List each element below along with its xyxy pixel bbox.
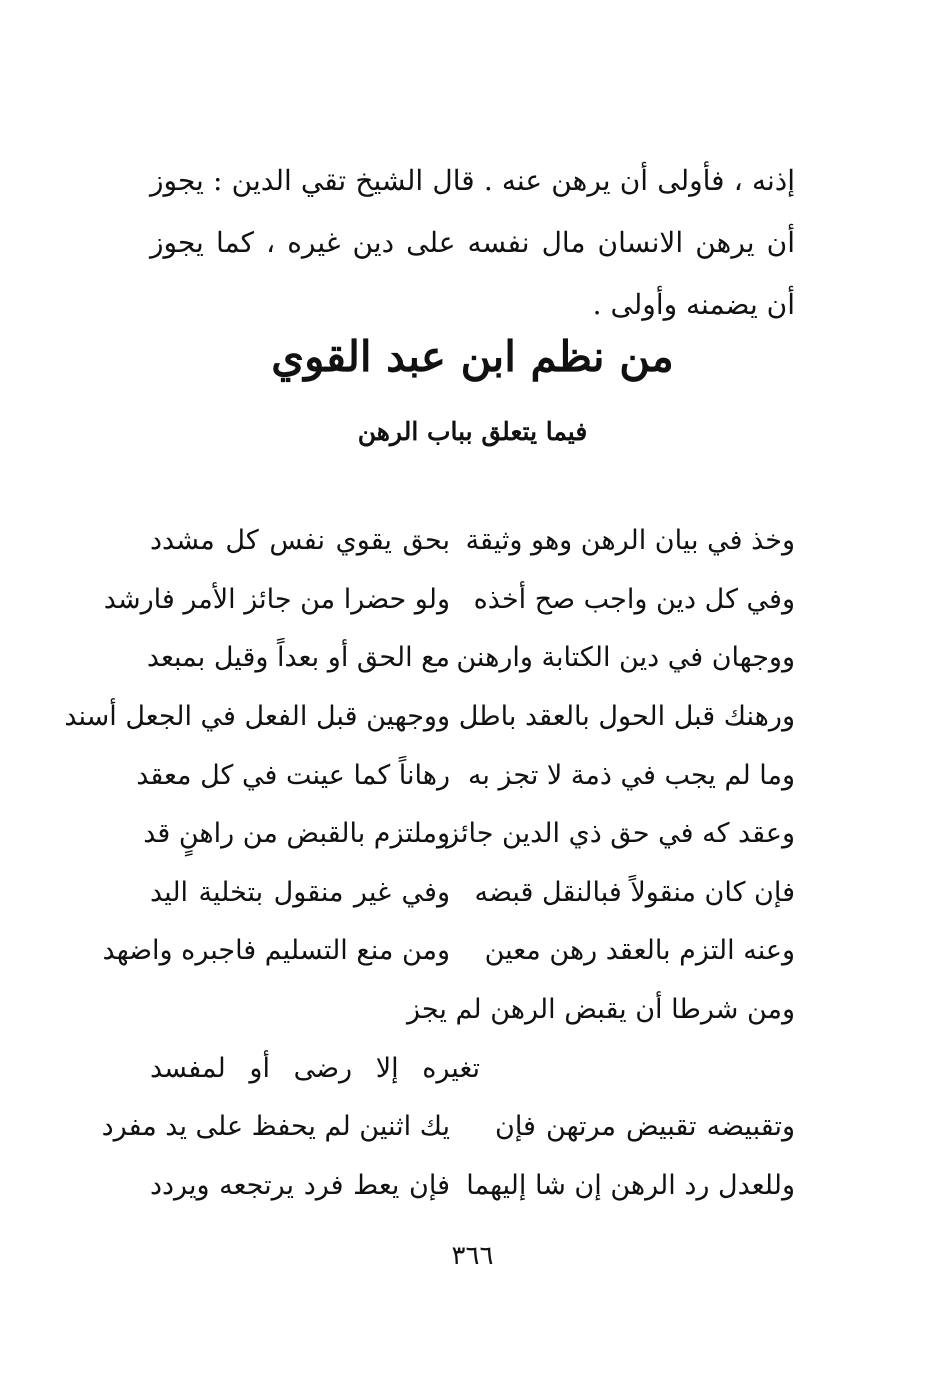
poem-verse-split-second [150,1039,795,1098]
verse-first-hemistich: وعقد كه في حق ذي الدين جائز [446,818,795,850]
verse-first-hemistich: وما لم يجب في ذمة لا تجز به [467,759,795,791]
verse-first-hemistich: ومن شرطا أن يقبض الرهن لم يجز [407,994,795,1026]
verse-first-hemistich: ووجهان في دين الكتابة وارهنن [456,642,795,674]
poem-verse [64,688,795,747]
prose-paragraph [150,150,795,336]
verse-second-hemistich: ووجهين قبل الفعل في الجعل أسند [64,701,450,733]
poem-verse [143,805,795,864]
section-subtitle: فيما يتعلق بباب الرهن [357,417,588,446]
verse-second-hemistich: فإن يعط فرد يرتجعه ويردد [150,1169,450,1201]
verse-first-hemistich: وتقبيضه تقبيض مرتهن فإن [495,1111,795,1143]
verse-second-hemistich: وفي غير منقول بتخلية اليد [150,876,450,908]
verse-first-hemistich: وللعدل رد الرهن إن شا إليهما [466,1169,795,1201]
poem-verse [150,864,795,923]
poem-verse [102,922,795,981]
section-title: من نظم ابن عبد القوي [271,332,674,381]
verse-second-hemistich: ومن منع التسليم فاجبره واضهد [102,935,450,967]
verse-second-hemistich: مع الحق أو بعداً وقيل بمبعد [146,642,450,674]
poem-verse [101,1098,795,1157]
verse-second-hemistich: ولو حضرا من جائز الأمر فارشد [103,583,450,615]
poem-verse [136,746,795,805]
verse-second-hemistich: وملتزم بالقبض من راهنٍ قد [143,818,450,850]
poem-verse [146,629,795,688]
verse-second-hemistich: تغيره إلا رضى أو لمفسد [150,1052,480,1084]
verse-first-hemistich: وخذ في بيان الرهن وهو وثيقة [465,525,795,557]
poem-verse [150,1157,795,1216]
verse-second-hemistich: بحق يقوي نفس كل مشدد [150,525,450,557]
verse-second-hemistich: رهاناً كما عينت في كل معقد [136,759,450,791]
verse-first-hemistich: ورهنك قبل الحول بالعقد باطل [458,701,795,733]
verse-first-hemistich: وعنه التزم بالعقد رهن معين [484,935,795,967]
poem-verse-split-first [150,981,795,1040]
poem-verse [150,512,795,571]
verse-second-hemistich: يك اثنين لم يحفظ على يد مفرد [101,1111,450,1143]
verse-first-hemistich: وفي كل دين واجب صح أخذه [473,583,795,615]
prose-text: إذنه ، فأولى أن يرهن عنه . قال الشيخ تقي الدين : يجوز أن يرهن الانسان مال نفسه على دين غيره ، كما يجوز أن يضمنه وأولى . [150,164,795,321]
page-number: ٣٦٦ [451,1241,494,1271]
verse-first-hemistich: فإن كان منقولاً فبالنقل قبضه [474,876,795,908]
poem-verse [103,571,795,630]
poem [64,512,795,1215]
